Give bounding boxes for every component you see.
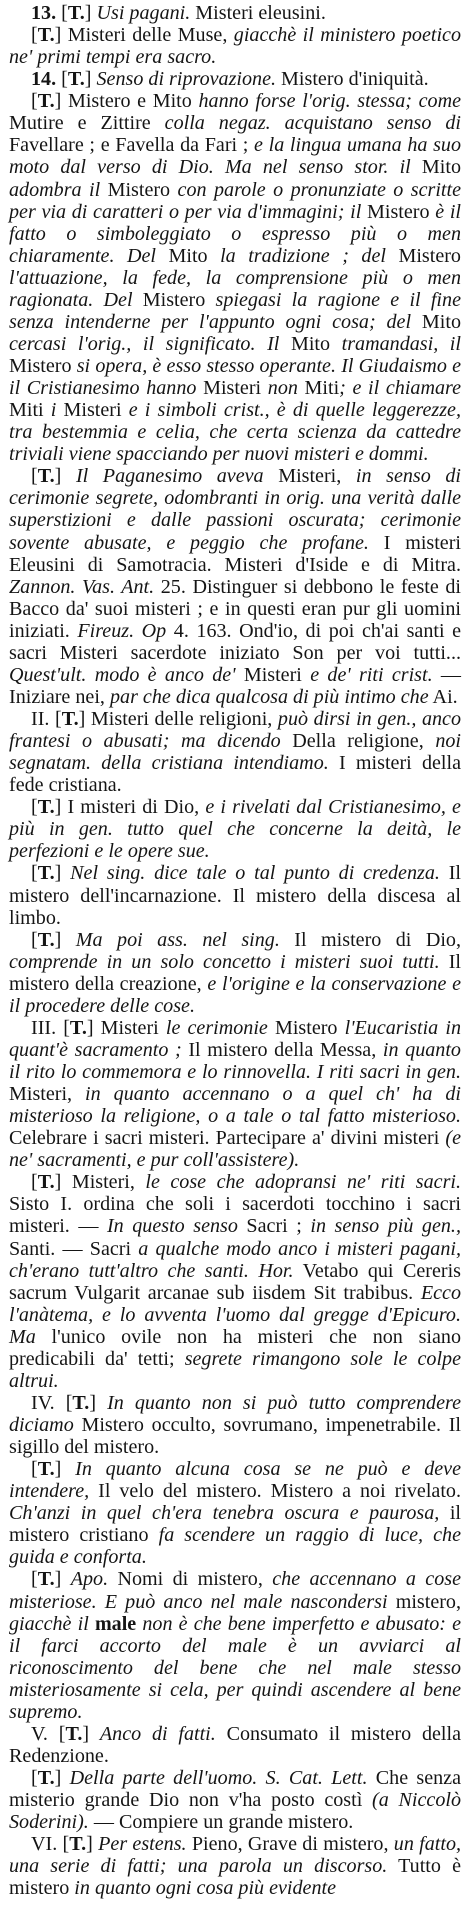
text-run: Miti	[297, 377, 340, 400]
text-run: ] Misteri	[86, 1016, 166, 1039]
italic-text: Il Paganesimo aveva	[75, 465, 264, 488]
text-run: ]	[54, 928, 76, 951]
entry-paragraph	[9, 1568, 461, 1722]
text-run: II. [	[31, 708, 62, 730]
entry-paragraph	[9, 1458, 461, 1568]
italic-text: e la lingua umana ha suo moto dal verso di Dio. Ma nel senso stor. il	[9, 134, 461, 179]
text-run: ] Misteri delle Muse,	[54, 24, 234, 47]
italic-text: tramandasi, il	[341, 332, 461, 355]
italic-text: Zannon. Vas. Ant.	[9, 575, 155, 598]
entry-paragraph	[9, 2, 461, 24]
text-run: l'unico ovile non ha misteri che non siano predicabili da' tetti;	[9, 1325, 461, 1370]
text-run: [	[31, 796, 38, 819]
text-run: ]	[54, 1458, 76, 1481]
text-run: ]	[54, 862, 71, 885]
text-run: ]	[86, 1833, 99, 1856]
text-run: Sisto I. ordina che soli i sacerdoti tocchino i sacri misteri. —	[9, 1193, 461, 1238]
text-run: ] Misteri delle religioni,	[78, 708, 278, 730]
italic-text: è il fatto o simboleggiato o espresso più o men chiaramente. Del	[9, 200, 462, 267]
text-run: Mito	[279, 332, 342, 355]
text-run: Santi. — Sacri	[9, 1237, 139, 1260]
entry-paragraph	[9, 465, 461, 708]
italic-text: e i simboli crist., è di quelle leggerezze, tra bestemmia e celia, che certa scienza da cattedre triviali viene spacciando per nuovi misteri e dommi.	[9, 399, 462, 466]
bold-text: T.	[37, 1171, 55, 1194]
entry-paragraph	[9, 1767, 461, 1833]
entry-paragraph	[9, 796, 461, 862]
text-run: Favellare	[9, 134, 84, 157]
italic-text: in senso più gen.,	[310, 1215, 461, 1238]
text-run: Mistero	[267, 1016, 345, 1039]
bold-text: male	[88, 1612, 143, 1635]
italic-text: Fireuz. Op	[77, 619, 167, 642]
bold-text: T.	[67, 2, 85, 24]
text-run: [	[56, 2, 68, 24]
italic-text: può dirsi in gen., anco frantesi o abusati; ma dicendo	[9, 708, 462, 753]
text-run: Misteri eleusini.	[190, 2, 326, 24]
italic-text: con parole o pronunziate o scritte per via di caratteri o per via d'immagini; il	[9, 178, 461, 223]
italic-text: In quanto alcuna cosa se ne può e deve intendere,	[9, 1458, 461, 1503]
text-run: [	[31, 928, 38, 951]
bold-text: T.	[61, 708, 79, 730]
text-run: 25. Distinguer si debbono le feste di Bacco da' suoi misteri ; e in questi eran pur gli uomini iniziati.	[9, 575, 462, 642]
bold-text: T.	[37, 796, 55, 819]
text-run: Misteri	[235, 663, 311, 686]
italic-text: si opera, è esso stesso operante. Il Giudaismo e il Cristianesimo hanno	[9, 355, 461, 400]
bold-text: T.	[37, 1767, 55, 1789]
text-run: ]	[84, 68, 97, 91]
bold-text: T.	[69, 1833, 87, 1856]
text-run: Mistero	[361, 200, 436, 223]
italic-text: Apo.	[70, 1568, 109, 1591]
italic-text: spiegasi la ragione e il fine senza intenderne per l'appunto ogni cosa; del	[9, 288, 461, 333]
text-run: ; e Favella da Fari ;	[83, 134, 255, 157]
italic-text: adombra il	[9, 178, 101, 201]
text-run: Miti	[9, 399, 51, 422]
text-run: V. [	[31, 1722, 66, 1745]
italic-text: giacchè il ministero poetico ne' primi tempi era sacro.	[9, 24, 461, 69]
italic-text: e i rivelati dal Cristianesimo, e più in gen. tutto quel che concerne la deità, le perfezioni e le opere sue.	[9, 796, 461, 863]
text-run: ]	[54, 465, 76, 488]
text-run: VI. [	[31, 1833, 70, 1856]
text-run: — Compiere un grande mistero.	[88, 1811, 354, 1834]
italic-text: hanno forse l'orig. stessa; come	[198, 90, 462, 113]
italic-text: la tradizione ; del	[220, 244, 386, 267]
entry-paragraph	[9, 1833, 461, 1899]
italic-text: le cerimonie	[165, 1016, 268, 1039]
italic-text: Ma poi ass. nel sing.	[75, 928, 280, 951]
italic-text: fa scendere un raggio di luce, che guida e conforta.	[9, 1524, 461, 1569]
italic-text: Per estens.	[98, 1833, 187, 1856]
text-run: ]	[82, 1722, 100, 1745]
italic-text: Quest'ult. modo è anco de'	[9, 663, 236, 686]
text-run: I misteri Eleusini di Samotracia. Misteri d'Iside e di Mitra.	[9, 531, 462, 576]
text-run: Mistero	[385, 244, 461, 267]
text-run: 4. 163. Ond'io, di poi ch'ai santi e sacri Misteri sacerdote iniziato Son per voi tutti...	[9, 619, 461, 664]
text-run: il mistero cristiano	[9, 1502, 461, 1547]
text-run: Misteri,	[9, 1083, 86, 1106]
text-run: Tutto è mistero	[9, 1855, 461, 1900]
text-run: Misteri,	[263, 465, 356, 488]
text-run: Mistero d'iniquità.	[276, 68, 429, 91]
italic-text: Senso di riprovazione.	[96, 68, 277, 91]
italic-text: segrete rimangono sole le colpe altrui.	[9, 1347, 461, 1392]
italic-text: i	[50, 399, 57, 422]
italic-text: l'attuazione, la fede, la comprensione più o men ragionata. Del	[9, 266, 461, 311]
italic-text: ; e il chiamare	[339, 377, 462, 400]
entry-paragraph	[9, 90, 461, 465]
bold-text: T.	[37, 465, 55, 488]
italic-text: che accennano a cose misteriose. E può anco nel male nascondersi	[9, 1568, 461, 1613]
bold-text: T.	[37, 90, 55, 113]
entry-paragraph	[9, 708, 461, 796]
text-run: Pieno, Grave di mistero,	[186, 1833, 394, 1856]
text-run: [	[31, 1458, 38, 1481]
italic-text: e de' riti crist.	[310, 663, 433, 686]
italic-text: in quanto accennano o a quel ch' ha di misterioso la religione, o a tale o tal fatto misterioso.	[9, 1083, 461, 1128]
entry-paragraph	[9, 862, 461, 928]
italic-text: non è che bene imperfetto e abusato: e il farci accorto del male è un avviarci al riconoscimento del bene che nel male stesso misteriosamente si cela, per quindi ascendere al bene supremo.	[9, 1612, 462, 1723]
text-run: Mito	[411, 310, 461, 333]
text-run: Il mistero dell'incarnazione. Il mistero della discesa al limbo.	[9, 862, 461, 929]
entry-paragraph	[9, 929, 461, 1017]
italic-text: l'Eucaristia in quant'è sacramento ;	[9, 1016, 461, 1061]
text-run: — Iniziare nei,	[9, 663, 461, 708]
text-run: Mito	[155, 244, 221, 267]
bold-text: T.	[67, 68, 85, 91]
italic-text: Della parte dell'uomo. S. Cat. Lett.	[69, 1767, 368, 1789]
entry-paragraph	[9, 1017, 461, 1171]
text-run: Nomi di mistero,	[108, 1568, 273, 1591]
text-run: [	[31, 862, 38, 885]
text-run: ] I misteri di Dio,	[54, 796, 206, 819]
text-run: Che senza misterio grande Dio non v'ha posto costì	[9, 1767, 461, 1812]
italic-text: Usi pagani.	[96, 2, 191, 24]
italic-text: un fatto, una serie di fatti; una parola un discorso.	[9, 1833, 462, 1878]
italic-text: in senso di cerimonie segrete, odombranti in orig. una verità dalle superstizioni e dalle passioni oscurata; cerimonie sovente abusate, e peggio che profane.	[9, 465, 462, 554]
italic-text: (a Niccolò Soderini).	[9, 1789, 461, 1834]
text-run: [	[31, 90, 38, 113]
bold-text: 13.	[31, 2, 57, 24]
bold-text: T.	[37, 862, 55, 885]
text-run: Il mistero della creazione,	[9, 950, 461, 995]
italic-text: comprende in un solo concetto i misteri suoi tutti.	[9, 950, 440, 973]
entry-paragraph	[9, 1392, 461, 1458]
bold-text: T.	[69, 1016, 87, 1039]
text-run: [	[31, 1568, 38, 1591]
text-run: ]	[54, 1568, 71, 1591]
italic-text: colla negaz. acquistano senso di	[164, 112, 461, 135]
italic-text: le cose che adopransi ne' riti sacri.	[145, 1171, 461, 1194]
text-run: Consumato il mistero della Redenzione.	[9, 1722, 462, 1767]
text-run: [	[31, 1171, 38, 1194]
text-run: Il velo del mistero. Mistero a noi rivelato.	[89, 1480, 461, 1503]
italic-text: giacchè il	[9, 1612, 89, 1635]
entry-paragraph	[9, 1171, 461, 1392]
text-run: ]	[54, 1767, 70, 1789]
text-run: ]	[89, 1391, 108, 1414]
text-run: mistero,	[387, 1590, 461, 1613]
text-run: ]	[84, 2, 97, 24]
text-run: Ai.	[428, 685, 458, 708]
entry-paragraph	[9, 1723, 461, 1767]
text-run: [	[31, 465, 38, 488]
italic-text: Anco di fatti.	[99, 1722, 216, 1745]
italic-text: a qualche modo anco i misteri pagani, ch'erano tutt'altro che santi. Hor.	[9, 1237, 462, 1282]
text-run: Celebrare i sacri misteri. Partecipare a' divini misteri	[9, 1127, 446, 1150]
text-run: IV. [	[31, 1391, 73, 1414]
italic-text: noi segnatam. della cristiana intendiamo.	[9, 730, 461, 775]
text-run: Mito	[410, 156, 461, 179]
text-run: [	[31, 24, 38, 47]
italic-text: In questo senso	[106, 1215, 238, 1238]
italic-text: Ecco l'anàtema, e lo avventa l'uomo dal gregge d'Epicuro. Ma	[9, 1281, 461, 1348]
entry-paragraph	[9, 24, 461, 68]
text-run: ] Misteri,	[54, 1171, 146, 1194]
bold-text: T.	[37, 1568, 55, 1591]
bold-text: T.	[37, 24, 55, 47]
text-run: Mutire e Zittire	[9, 112, 165, 135]
italic-text: par che dica qualcosa di più intimo che	[109, 685, 429, 708]
text-run: Mistero	[9, 355, 77, 377]
dictionary-column	[9, 2, 461, 1899]
text-run: [	[31, 1767, 38, 1789]
text-run: Misteri	[56, 399, 129, 422]
bold-text: T.	[37, 928, 55, 951]
text-run: Il mistero di Dio,	[279, 928, 462, 951]
italic-text: non	[267, 377, 298, 400]
text-run: Misteri	[196, 377, 268, 400]
italic-text: Ch'anzi in quel ch'era tenebra oscura e paurosa,	[9, 1502, 440, 1525]
italic-text: in quanto ogni cosa più evidente	[74, 1877, 337, 1900]
text-run: ] Mistero e Mito	[54, 90, 199, 113]
italic-text: in quanto il rito lo commemora e lo rinnovella. I riti sacri in gen.	[9, 1038, 461, 1083]
italic-text: cercasi l'orig., il significato. Il	[9, 332, 280, 355]
text-run: Mistero	[132, 288, 216, 311]
text-run: Sacri ;	[237, 1215, 311, 1238]
bold-text: T.	[65, 1722, 83, 1745]
text-run: Il mistero della Messa,	[181, 1038, 383, 1061]
bold-text: 14.	[31, 68, 57, 91]
italic-text: e l'origine e la conservazione e il procedere delle cose.	[9, 972, 461, 1017]
text-run: Mistero	[100, 178, 178, 201]
text-run: Vetabo qui Cereris sacrum Vulgarit arcanae sub iisdem Sit trabibus.	[9, 1259, 461, 1304]
italic-text: Nel sing. dice tale o tal punto di credenza.	[70, 862, 440, 885]
bold-text: T.	[72, 1391, 90, 1414]
italic-text: (e ne' sacramenti, e pur coll'assistere).	[9, 1127, 461, 1172]
text-run: Della religione,	[280, 730, 436, 753]
text-run: III. [	[31, 1016, 70, 1039]
bold-text: T.	[37, 1458, 55, 1481]
entry-paragraph	[9, 68, 461, 90]
text-run: [	[56, 68, 68, 91]
italic-text: In quanto non si può tutto comprendere diciamo	[9, 1391, 461, 1436]
text-run: Mistero occulto, sovrumano, impenetrabile. Il sigillo del mistero.	[9, 1414, 461, 1459]
text-run: I misteri della fede cristiana.	[9, 752, 461, 797]
